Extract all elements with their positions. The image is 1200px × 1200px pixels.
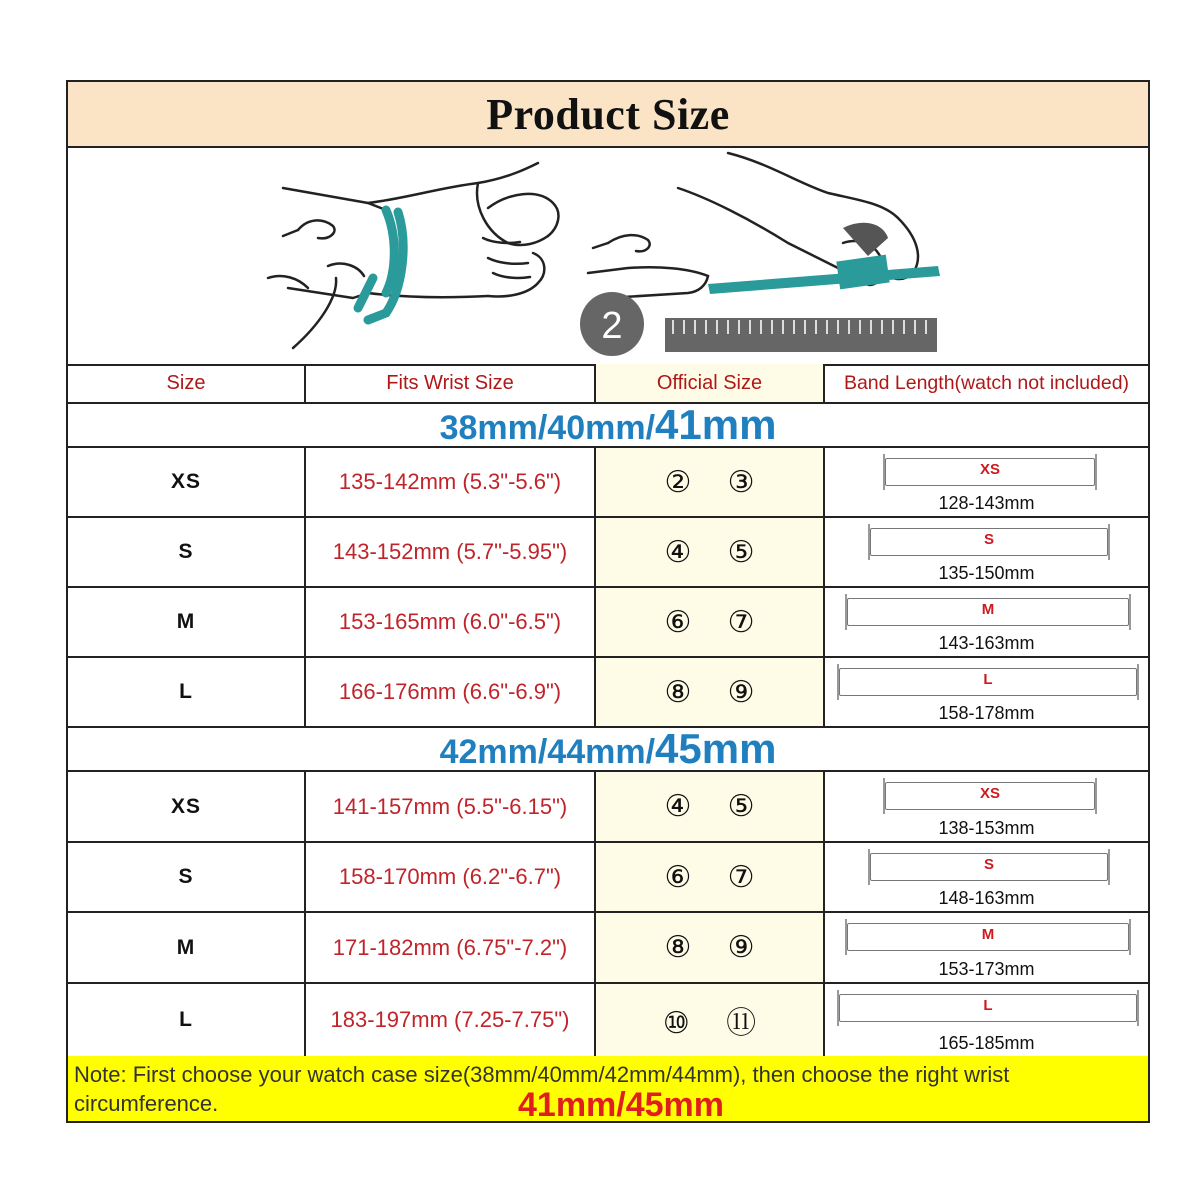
band-length: 143-163mm: [938, 633, 1035, 653]
header-official: Official Size: [596, 364, 825, 402]
group-heading-2: [68, 725, 1148, 772]
tape-strip: [708, 266, 940, 294]
band-shape: [847, 923, 1129, 951]
table-row: [68, 448, 1148, 518]
wrist-hand-drawing: [268, 163, 558, 348]
group-label-small: 42mm/44mm/: [439, 733, 656, 771]
size-label: M: [176, 610, 196, 633]
official-size: ⑧ ⑨: [664, 675, 769, 709]
band-shape: [885, 782, 1095, 810]
band-length: 138-153mm: [938, 818, 1035, 838]
band-diagram: [825, 588, 1148, 656]
band-size-label: S: [983, 856, 994, 873]
group-label-small: 38mm/40mm/: [439, 409, 656, 447]
size-label: XS: [170, 794, 201, 818]
band-diagram: [825, 843, 1148, 911]
page-title: Product Size: [486, 89, 730, 139]
header-band-length: Band Length(watch not included): [843, 371, 1130, 394]
band-diagram: [825, 658, 1148, 726]
band-length: 165-185mm: [938, 1033, 1035, 1053]
group-label-big: 41mm: [655, 401, 777, 448]
band-shape: [885, 458, 1095, 486]
table-row: [68, 772, 1148, 843]
band-diagram: [825, 772, 1148, 841]
title-bar: [68, 82, 1148, 148]
group-label-big: 45mm: [655, 725, 777, 772]
step-badge-number: 2: [601, 305, 623, 347]
table-row: [68, 843, 1148, 913]
band-diagram: [825, 518, 1148, 586]
wrist-range: 166-176mm (6.6"-6.9"): [338, 679, 562, 704]
band-diagram: [825, 984, 1148, 1056]
band-size-label: M: [981, 601, 995, 618]
band-diagram: [825, 448, 1148, 516]
wrist-range: 135-142mm (5.3"-5.6"): [338, 469, 562, 494]
table-row: [68, 984, 1148, 1056]
band-size-label: M: [981, 926, 995, 943]
band-length: 153-173mm: [938, 959, 1035, 979]
band-size-label: S: [983, 531, 994, 548]
band-size-label: L: [983, 671, 993, 688]
band-length: 135-150mm: [938, 563, 1035, 583]
size-label: M: [176, 935, 196, 959]
band-length: 128-143mm: [938, 493, 1035, 513]
size-label: S: [178, 540, 194, 563]
band-diagram: [825, 913, 1148, 982]
official-size: ⑩ ⑪: [662, 1007, 771, 1040]
measurement-illustration: [68, 148, 1148, 366]
band-shape: [839, 668, 1137, 696]
official-size: ④ ⑤: [664, 535, 769, 569]
band-shape: [847, 598, 1129, 626]
official-size: ⑥ ⑦: [664, 605, 769, 639]
band-length: 158-178mm: [938, 703, 1035, 723]
table-row: [68, 658, 1148, 728]
wrist-range: 183-197mm (7.25-7.75"): [330, 1007, 570, 1032]
size-chart: [66, 80, 1150, 1123]
header-size: Size: [68, 364, 306, 402]
band-size-label: XS: [979, 785, 1000, 802]
band-length: 148-163mm: [938, 888, 1035, 908]
group-heading-1: [68, 401, 1148, 448]
band-shape: [870, 853, 1108, 881]
band-size-label: L: [983, 997, 993, 1014]
official-size: ⑧ ⑨: [664, 931, 769, 964]
official-size: ⑥ ⑦: [664, 860, 769, 894]
wrist-range: 153-165mm (6.0"-6.5"): [338, 609, 562, 634]
wrist-range: 158-170mm (6.2"-6.7"): [338, 864, 562, 889]
wrist-range: 141-157mm (5.5"-6.15"): [332, 793, 568, 819]
size-label: L: [179, 680, 193, 703]
hand-measure-illustration: [68, 148, 1148, 364]
official-size: ② ③: [664, 465, 769, 499]
tape-on-wrist: [358, 210, 403, 320]
thumb-shade: [843, 223, 888, 256]
size-label: S: [178, 865, 194, 888]
size-label: L: [179, 1008, 193, 1031]
size-label: XS: [170, 470, 201, 493]
note-highlight: 41mm/45mm: [518, 1086, 725, 1124]
header-wrist: Fits Wrist Size: [306, 364, 596, 402]
table-header: [68, 364, 1148, 404]
table-row: [68, 588, 1148, 658]
note-text: Note: First choose your watch case size(38mm/40mm/42mm/44mm), then choose the right wrist circumference.: [74, 1062, 1010, 1116]
band-shape: [870, 528, 1108, 556]
band-size-label: XS: [979, 461, 1000, 478]
official-size: ④ ⑤: [664, 790, 769, 823]
note-box: [68, 1056, 1148, 1124]
table-row: [68, 518, 1148, 588]
wrist-range: 143-152mm (5.7"-5.95"): [332, 539, 568, 564]
band-shape: [839, 994, 1137, 1022]
table-row: [68, 913, 1148, 984]
wrist-range: 171-182mm (6.75"-7.2"): [332, 934, 568, 960]
